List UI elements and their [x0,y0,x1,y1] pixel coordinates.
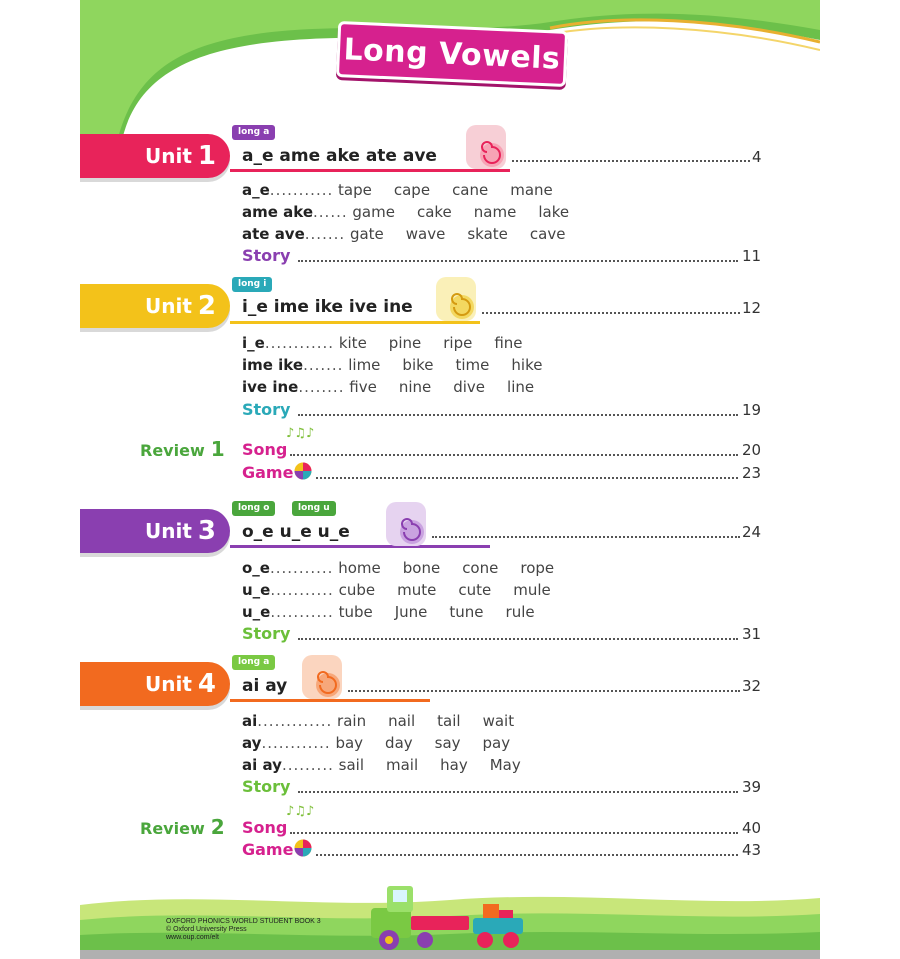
review2-label: Review 2 [140,815,225,839]
unit1-page: 4 [752,148,762,166]
unit4-story-page: 39 [742,778,762,796]
unit1-tag: long a [232,125,275,140]
unit3-row: u_e........... cube mute cute mule [242,581,551,599]
review1-song-label: Song [242,440,288,459]
unit3-tab: Unit 3 [80,509,230,553]
unit2-row: ime ike....... lime bike time hike [242,356,543,374]
unit3-tag-u: long u [292,501,336,516]
unit3-row: o_e........... home bone cone rope [242,559,555,577]
unit4-row: ay............ bay day say pay [242,734,511,752]
unit1-headline: a_e ame ake ate ave [242,146,437,166]
unit3-story-page: 31 [742,625,762,643]
unit4-tag: long a [232,655,275,670]
unit3-row: u_e........... tube June tune rule [242,603,535,621]
music-notes-icon: ♪♫♪ [286,426,315,441]
toy-truck-icon [363,880,533,955]
unit1-row: ate ave....... gate wave skate cave [242,225,566,243]
unit4-tab: Unit 4 [80,662,230,706]
unit4-row: ai............. rain nail tail wait [242,712,515,730]
unit2-row: ive ine........ five nine dive line [242,378,535,396]
unit2-tab: Unit 2 [80,284,230,328]
unit1-story-label: Story [242,246,291,265]
unit3-tag-o: long o [232,501,275,516]
unit3-headline: o_e u_e u_e [242,522,350,542]
unit1-story-page: 11 [742,247,762,265]
unit2-story-page: 19 [742,401,762,419]
candy-roll-icon [298,655,348,699]
unit2-row: i_e............ kite pine ripe fine [242,334,523,352]
unit1-row: ame ake...... game cake name lake [242,203,570,221]
review1-game-label: Game [242,463,294,482]
unit1-row: a_e........... tape cape cane mane [242,181,553,199]
unit2-story-label: Story [242,400,291,419]
contents-page [80,0,820,959]
unit4-row: ai ay......... sail mail hay May [242,756,521,774]
review1-label: Review 1 [140,437,225,461]
candy-roll-icon [432,277,482,321]
candy-roll-icon [382,502,432,546]
beach-ball-icon [294,839,312,857]
unit2-tag: long i [232,277,272,292]
review1-game-page: 23 [742,464,762,482]
review2-song-page: 40 [742,819,762,837]
title-banner [336,21,568,87]
unit4-headline: ai ay [242,676,288,696]
review2-game-label: Game [242,840,294,859]
unit1-tab: Unit 1 [80,134,230,178]
music-notes-icon: ♪♫♪ [286,804,315,819]
candy-roll-icon [462,125,512,169]
review2-game-page: 43 [742,841,762,859]
page-title: Long Vowels [342,31,562,77]
unit3-story-label: Story [242,624,291,643]
unit4-story-label: Story [242,777,291,796]
beach-ball-icon [294,462,312,480]
footer-credits: OXFORD PHONICS WORLD STUDENT BOOK 3 © Oxford University Press www.oup.com/elt [166,918,321,941]
unit2-page: 12 [742,299,762,317]
unit3-page: 24 [742,523,762,541]
unit4-page: 32 [742,677,762,695]
review2-song-label: Song [242,818,288,837]
unit2-headline: i_e ime ike ive ine [242,297,413,317]
review1-song-page: 20 [742,441,762,459]
